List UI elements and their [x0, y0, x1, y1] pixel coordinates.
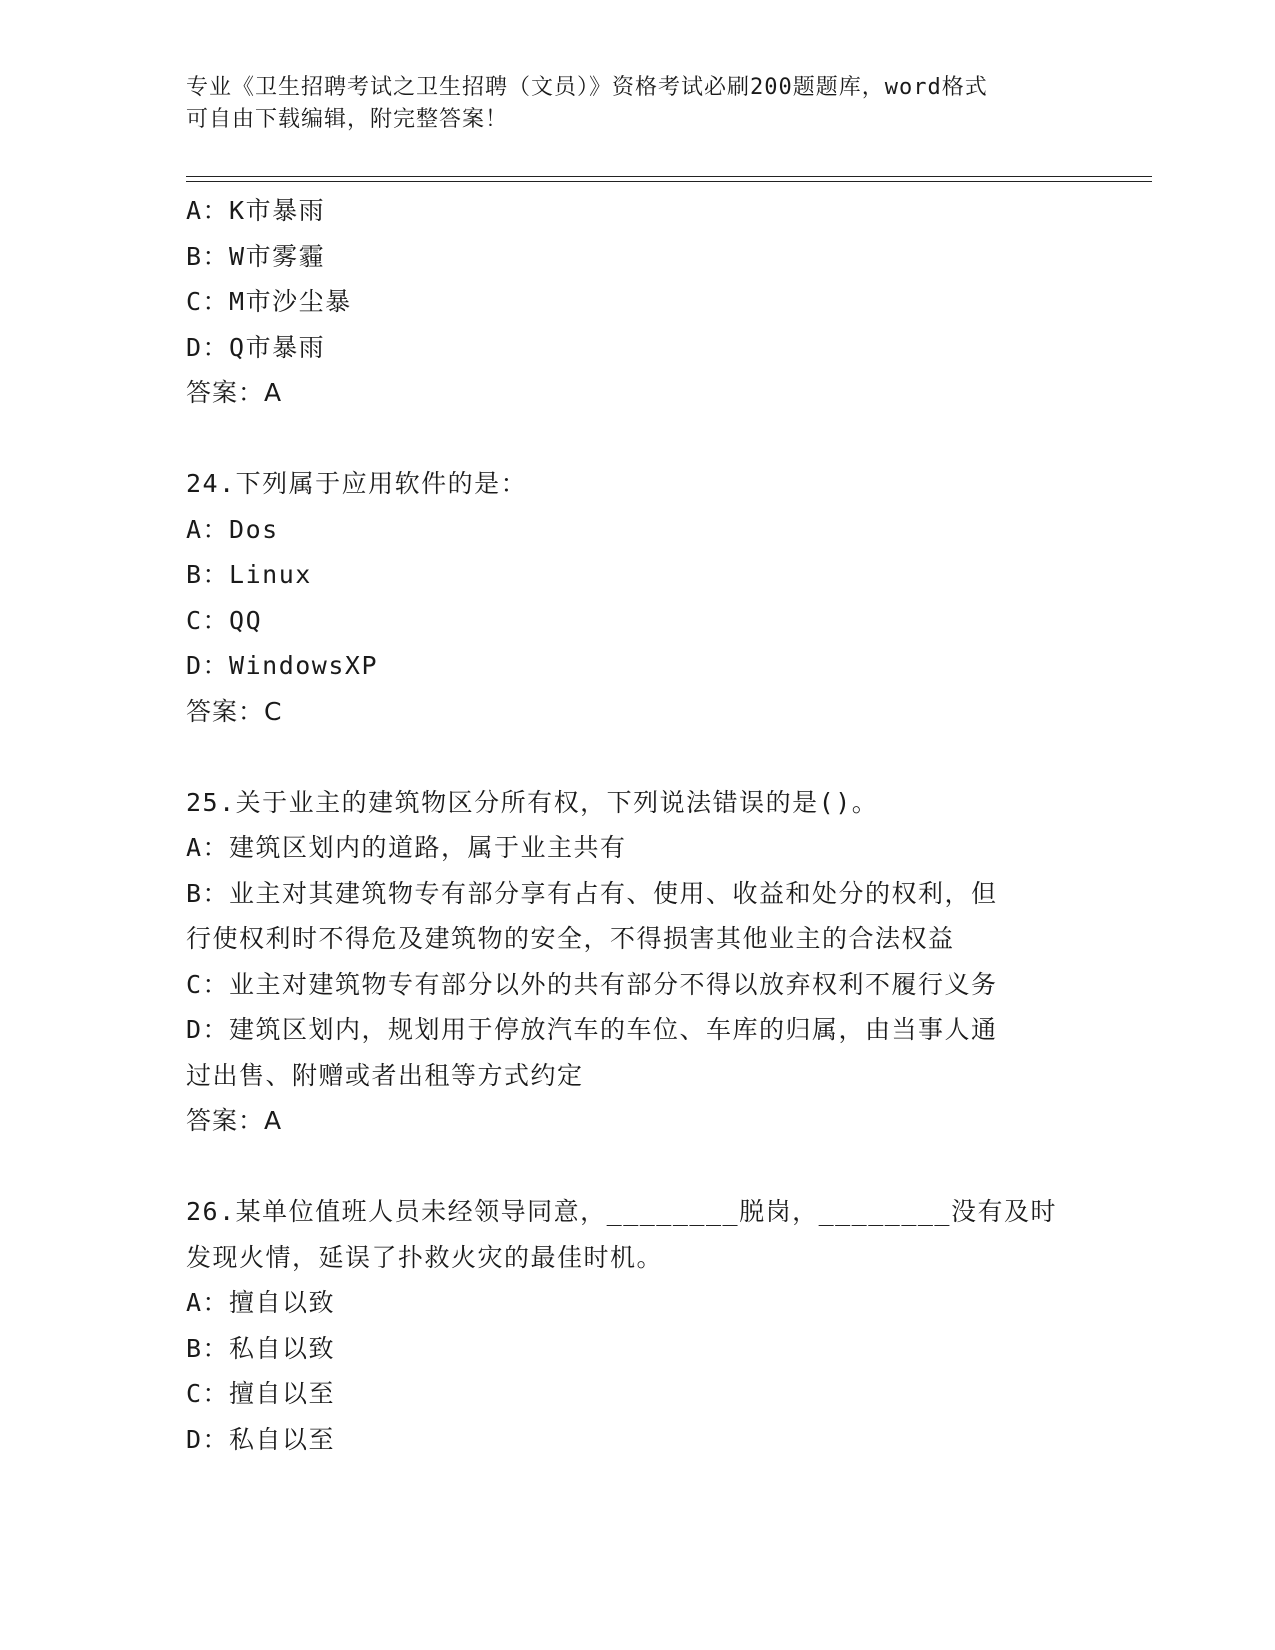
spacer [186, 734, 1086, 780]
option-b: B：业主对其建筑物专有部分享有占有、使用、收益和处分的权利，但 [186, 878, 998, 908]
option-a: A：Dos [186, 514, 279, 544]
option-d: D：Q市暴雨 [186, 332, 326, 362]
question-24 [186, 461, 1086, 734]
question-23 [186, 188, 1086, 416]
option-a: A：建筑区划内的道路，属于业主共有 [186, 833, 627, 862]
answer: 答案：A [186, 378, 283, 407]
option-d: D：建筑区划内，规划用于停放汽车的车位、车库的归属，由当事人通 [186, 1015, 998, 1044]
question-list [186, 188, 1086, 1462]
option-c: C：擅自以至 [186, 1379, 336, 1408]
header-line-2: 可自由下载编辑，附完整答案！ [186, 107, 509, 132]
option-a: A：K市暴雨 [186, 196, 326, 225]
option-c: C：QQ [186, 605, 263, 635]
question-26 [186, 1189, 1086, 1462]
answer: 答案：A [186, 1106, 283, 1135]
header-rule-bottom [186, 181, 1152, 182]
spacer [186, 1144, 1086, 1190]
answer: 答案：C [186, 696, 283, 726]
option-d-continued: 过出售、附赠或者出租等方式约定 [186, 1060, 584, 1090]
option-a: A：擅自以致 [186, 1288, 336, 1317]
question-stem: 24.下列属于应用软件的是： [186, 469, 528, 498]
question-25 [186, 780, 1086, 1144]
option-d: D：WindowsXP [186, 651, 379, 680]
option-c: C：业主对建筑物专有部分以外的共有部分不得以放弃权利不履行义务 [186, 969, 998, 999]
document-header [186, 72, 1066, 136]
header-line-1: 专业《卫生招聘考试之卫生招聘（文员）》资格考试必刷200题题库，word格式 [186, 75, 988, 100]
option-d: D：私自以至 [186, 1424, 336, 1454]
question-stem: 26.某单位值班人员未经领导同意，________脱岗，________没有及时 [186, 1197, 1057, 1226]
spacer [186, 416, 1086, 462]
option-b: B：W市雾霾 [186, 241, 326, 271]
option-b-continued: 行使权利时不得危及建筑物的安全，不得损害其他业主的合法权益 [186, 924, 955, 953]
question-stem-continued: 发现火情，延误了扑救火灾的最佳时机。 [186, 1242, 664, 1272]
question-stem: 25.关于业主的建筑物区分所有权，下列说法错误的是()。 [186, 787, 879, 817]
option-c: C：M市沙尘暴 [186, 287, 352, 316]
header-rule-top [186, 176, 1152, 177]
option-b: B：Linux [186, 560, 312, 589]
option-b: B：私自以致 [186, 1333, 336, 1363]
